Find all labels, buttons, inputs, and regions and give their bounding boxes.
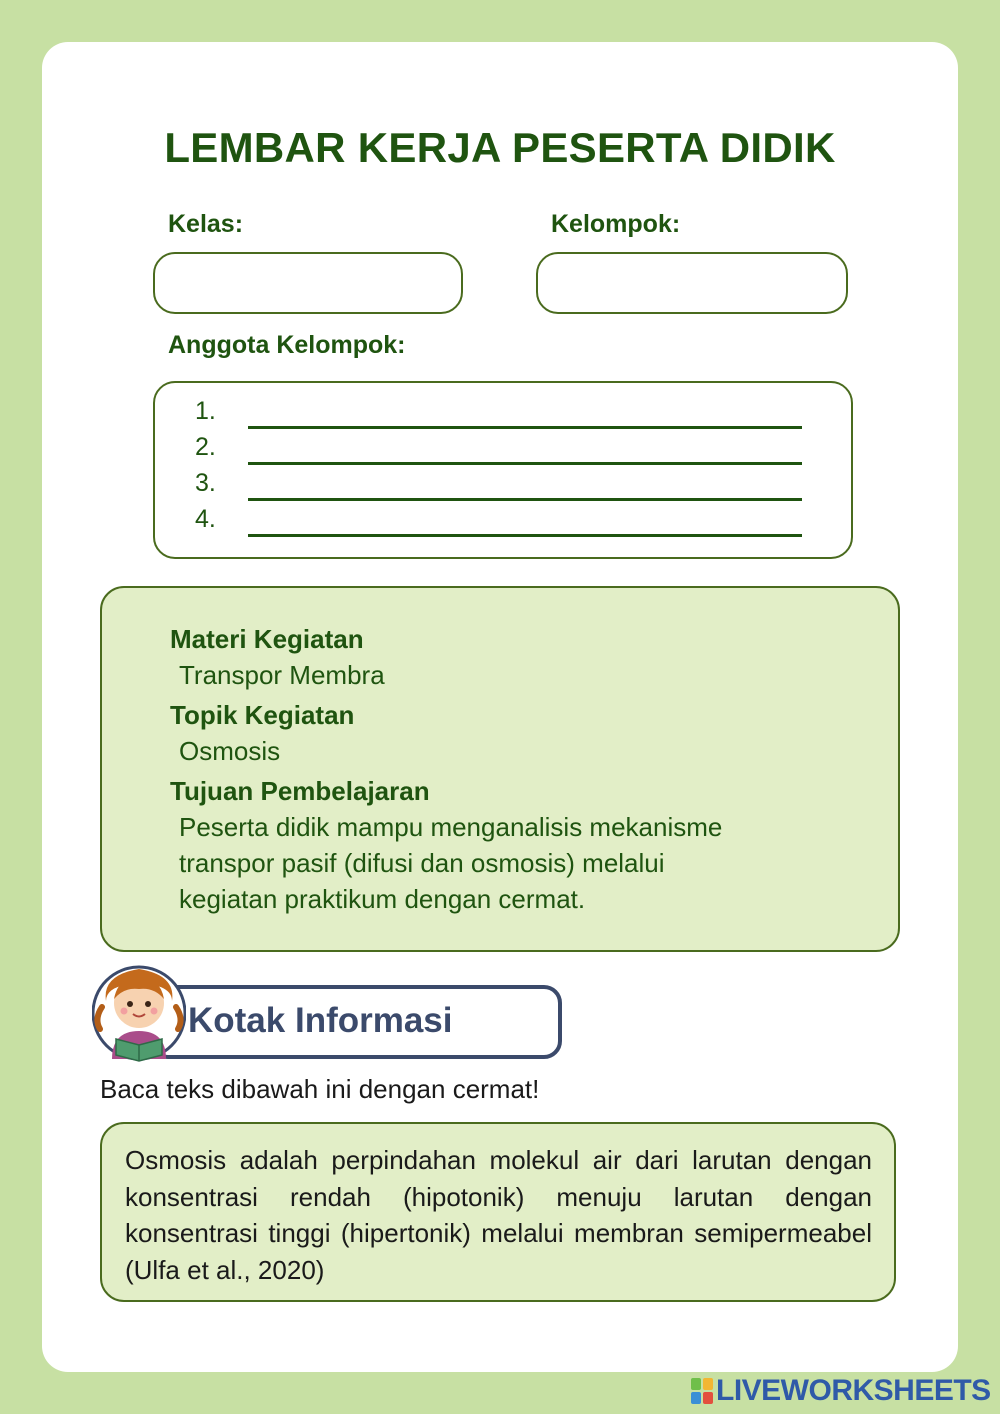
kotak-informasi-title: Kotak Informasi: [188, 1001, 453, 1040]
member-1-input[interactable]: [248, 399, 802, 429]
anggota-label: Anggota Kelompok:: [168, 331, 406, 359]
kelas-field-box: [153, 252, 463, 314]
topik-heading: Topik Kegiatan: [170, 700, 355, 730]
liveworksheets-logo-icon: [690, 1377, 714, 1405]
tujuan-line: kegiatan praktikum dengan cermat.: [179, 884, 586, 914]
instruction-text: Baca teks dibawah ini dengan cermat!: [100, 1074, 540, 1104]
liveworksheets-brand: [690, 1374, 991, 1408]
passage-box: [100, 1122, 896, 1302]
kelompok-label: Kelompok:: [551, 210, 681, 238]
member-number: 4.: [195, 505, 216, 533]
page-title: LEMBAR KERJA PESERTA DIDIK: [164, 124, 836, 171]
materi-heading: Materi Kegiatan: [170, 624, 364, 654]
member-3-input[interactable]: [248, 471, 802, 501]
member-number: 2.: [195, 433, 216, 461]
member-row: [195, 431, 815, 465]
tujuan-heading: Tujuan Pembelajaran: [170, 776, 430, 806]
kotak-informasi-banner: [150, 985, 562, 1059]
passage-text: Osmosis adalah perpindahan molekul air dari larutan dengan konsentrasi rendah (hipotonik) menuju larutan dengan konsentrasi tinggi (hipertonik) melalui membran semipermeabel (Ulfa et al., 2020): [125, 1145, 872, 1285]
kelas-input[interactable]: [155, 254, 461, 312]
tujuan-line: transpor pasif (difusi dan osmosis) melalui: [179, 848, 665, 878]
kelas-label: Kelas:: [168, 210, 244, 238]
tujuan-line: Peserta didik mampu menganalisis mekanisme: [179, 812, 723, 842]
girl-reading-icon: [92, 955, 186, 1065]
members-box: [153, 381, 853, 559]
member-number: 1.: [195, 397, 216, 425]
member-row: [195, 503, 815, 537]
member-4-input[interactable]: [248, 507, 802, 537]
member-number: 3.: [195, 469, 216, 497]
activity-info-panel: [100, 586, 900, 952]
materi-value: Transpor Membra: [179, 660, 385, 690]
member-row: [195, 395, 815, 429]
topik-value: Osmosis: [179, 736, 281, 766]
kelompok-input[interactable]: [538, 254, 846, 312]
member-2-input[interactable]: [248, 435, 802, 465]
member-row: [195, 467, 815, 501]
kelompok-field-box: [536, 252, 848, 314]
brand-name: LIVEWORKSHEETS: [716, 1374, 991, 1407]
